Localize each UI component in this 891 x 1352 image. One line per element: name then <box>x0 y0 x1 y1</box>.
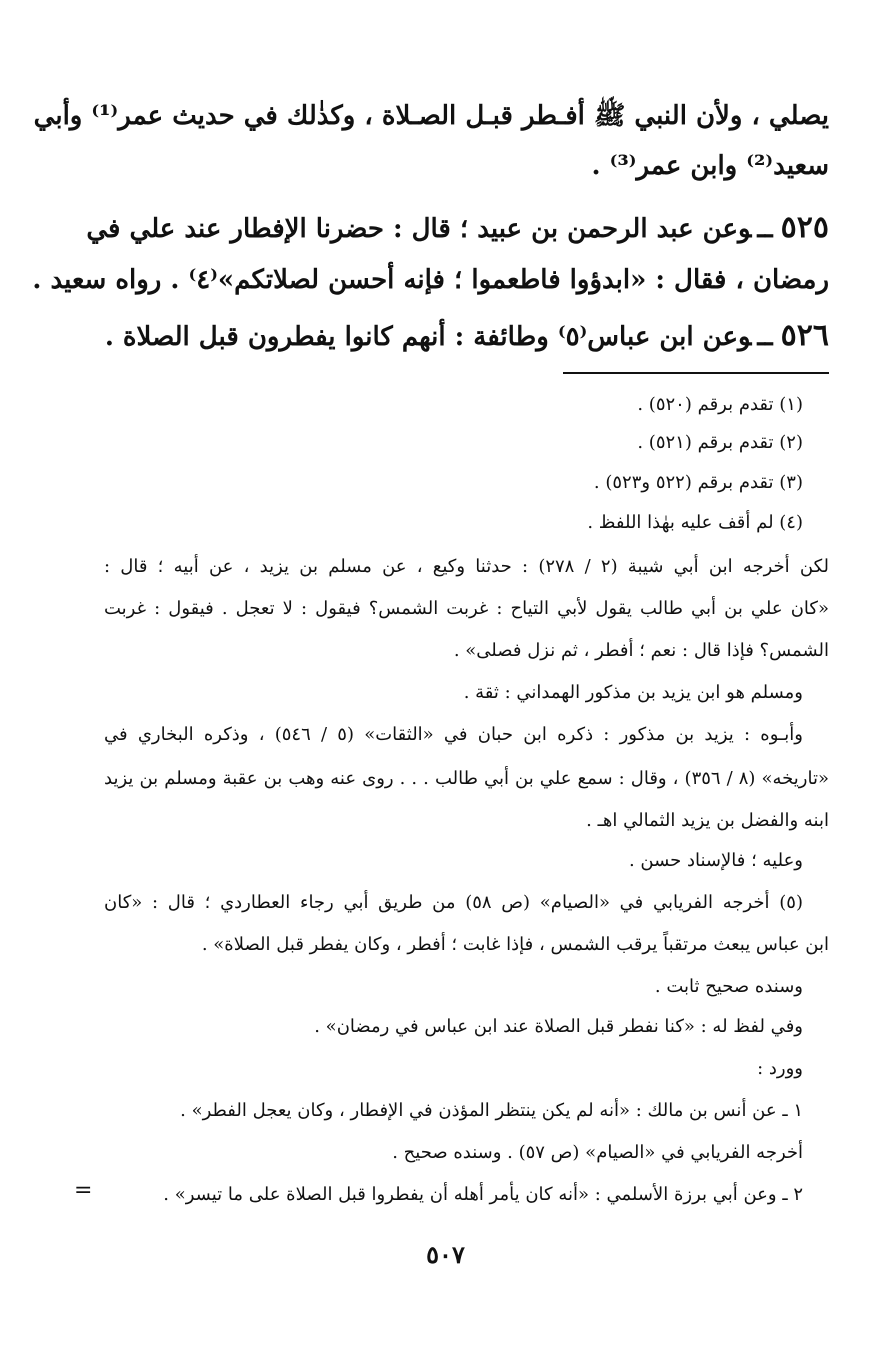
page-number: ٥٠٧ <box>426 1240 465 1269</box>
footnote-line: ابن عباس يبعث مرتقباً يرقب الشمس ، فإذا غابت ؛ أفطر ، وكان يفطر قبل الصلاة» . <box>201 934 829 955</box>
footnote-line: ١ ـ عن أنس بن مالك : «أنه لم يكن ينتظر المؤذن في الإفطار ، وكان يعجل الفطر» . <box>180 1100 803 1121</box>
footnote-separator <box>563 372 829 374</box>
footnote-line: (١) تقدم برقم (٥٢٠) . <box>637 394 803 415</box>
main-text-line-2: سعيد⁽²⁾ وابن عمر⁽³⁾ . <box>591 151 829 181</box>
item-525-dash: ــ <box>757 214 773 244</box>
main-text-line-1: يصلي ، ولأن النبي ﷺ أفـطر قبـل الصـلاة ، وكذٰلك في حديث عمر⁽¹⁾ وأبي <box>33 101 829 131</box>
footnote-line: وأبـوه : يزيد بن مذكور : ذكره ابن حبان في «الثقات» (٥ / ٥٤٦) ، وذكره البخاري في <box>104 724 803 745</box>
item-526-text: وعن ابن عباس⁽٥⁾ وطائفة : أنهم كانوا يفطرون قبل الصلاة . <box>104 322 752 352</box>
footnote-line: وورد : <box>757 1058 803 1079</box>
footnote-line: وسنده صحيح ثابت . <box>654 976 803 997</box>
item-526-dash: ــ <box>757 322 773 352</box>
footnote-line: ابنه والفضل بن يزيد الثمالي اهـ . <box>586 810 829 831</box>
footnote-line: وفي لفظ له : «كنا نفطر قبل الصلاة عند ابن عباس في رمضان» . <box>314 1016 803 1037</box>
footnote-line: «تاريخه» (٨ / ٣٥٦) ، وقال : سمع علي بن أبي طالب . . . روى عنه وهب بن عقبة ومسلم بن يزيد <box>104 768 829 789</box>
item-525-line-1 <box>86 200 829 257</box>
footnote-line: لكن أخرجه ابن أبي شيبة (٢ / ٢٧٨) : حدثنا وكيع ، عن مسلم بن يزيد ، عن أبيه ؛ قال : <box>104 556 830 577</box>
item-525-text: وعن عبد الرحمن بن عبيد ؛ قال : حضرنا الإفطار عند علي في <box>86 214 752 244</box>
footnote-line: وعليه ؛ فالإسناد حسن . <box>628 850 803 871</box>
footnote-line: (٥) أخرجه الفريابي في «الصيام» (ص ٥٨) من طريق أبي رجاء العطاردي ؛ قال : «كان <box>104 892 803 913</box>
continuation-mark: = <box>74 1178 93 1203</box>
item-525-number: ٥٢٥ <box>780 210 829 245</box>
footnote-line: (٤) لم أقف عليه بهٰذا اللفظ . <box>587 512 803 533</box>
item-526-number: ٥٢٦ <box>780 318 829 353</box>
footnote-line: «كان علي بن أبي طالب يقول لأبي التياح : غربت الشمس؟ فيقول : لا تعجل . فيقول : غربت <box>104 598 829 619</box>
footnote-line: (٢) تقدم برقم (٥٢١) . <box>637 432 803 453</box>
footnote-line: ومسلم هو ابن يزيد بن مذكور الهمداني : ثقة . <box>463 682 803 703</box>
footnote-line: أخرجه الفريابي في «الصيام» (ص ٥٧) . وسنده صحيح . <box>392 1142 803 1163</box>
item-525-line-2: رمضان ، فقال : «ابدؤوا فاطعموا ؛ فإنه أحسن لصلاتكم»⁽٤⁾ . رواه سعيد . <box>32 265 829 295</box>
footnote-line: (٣) تقدم برقم (٥٢٢ و٥٢٣) . <box>593 472 803 493</box>
footnote-line: الشمس؟ فإذا قال : نعم ؛ أفطر ، ثم نزل فصلى» . <box>453 640 829 661</box>
footnote-line: ٢ ـ وعن أبي برزة الأسلمي : «أنه كان يأمر أهله أن يفطروا قبل الصلاة على ما تيسر» . <box>163 1184 803 1205</box>
item-526-line-1 <box>104 308 829 365</box>
